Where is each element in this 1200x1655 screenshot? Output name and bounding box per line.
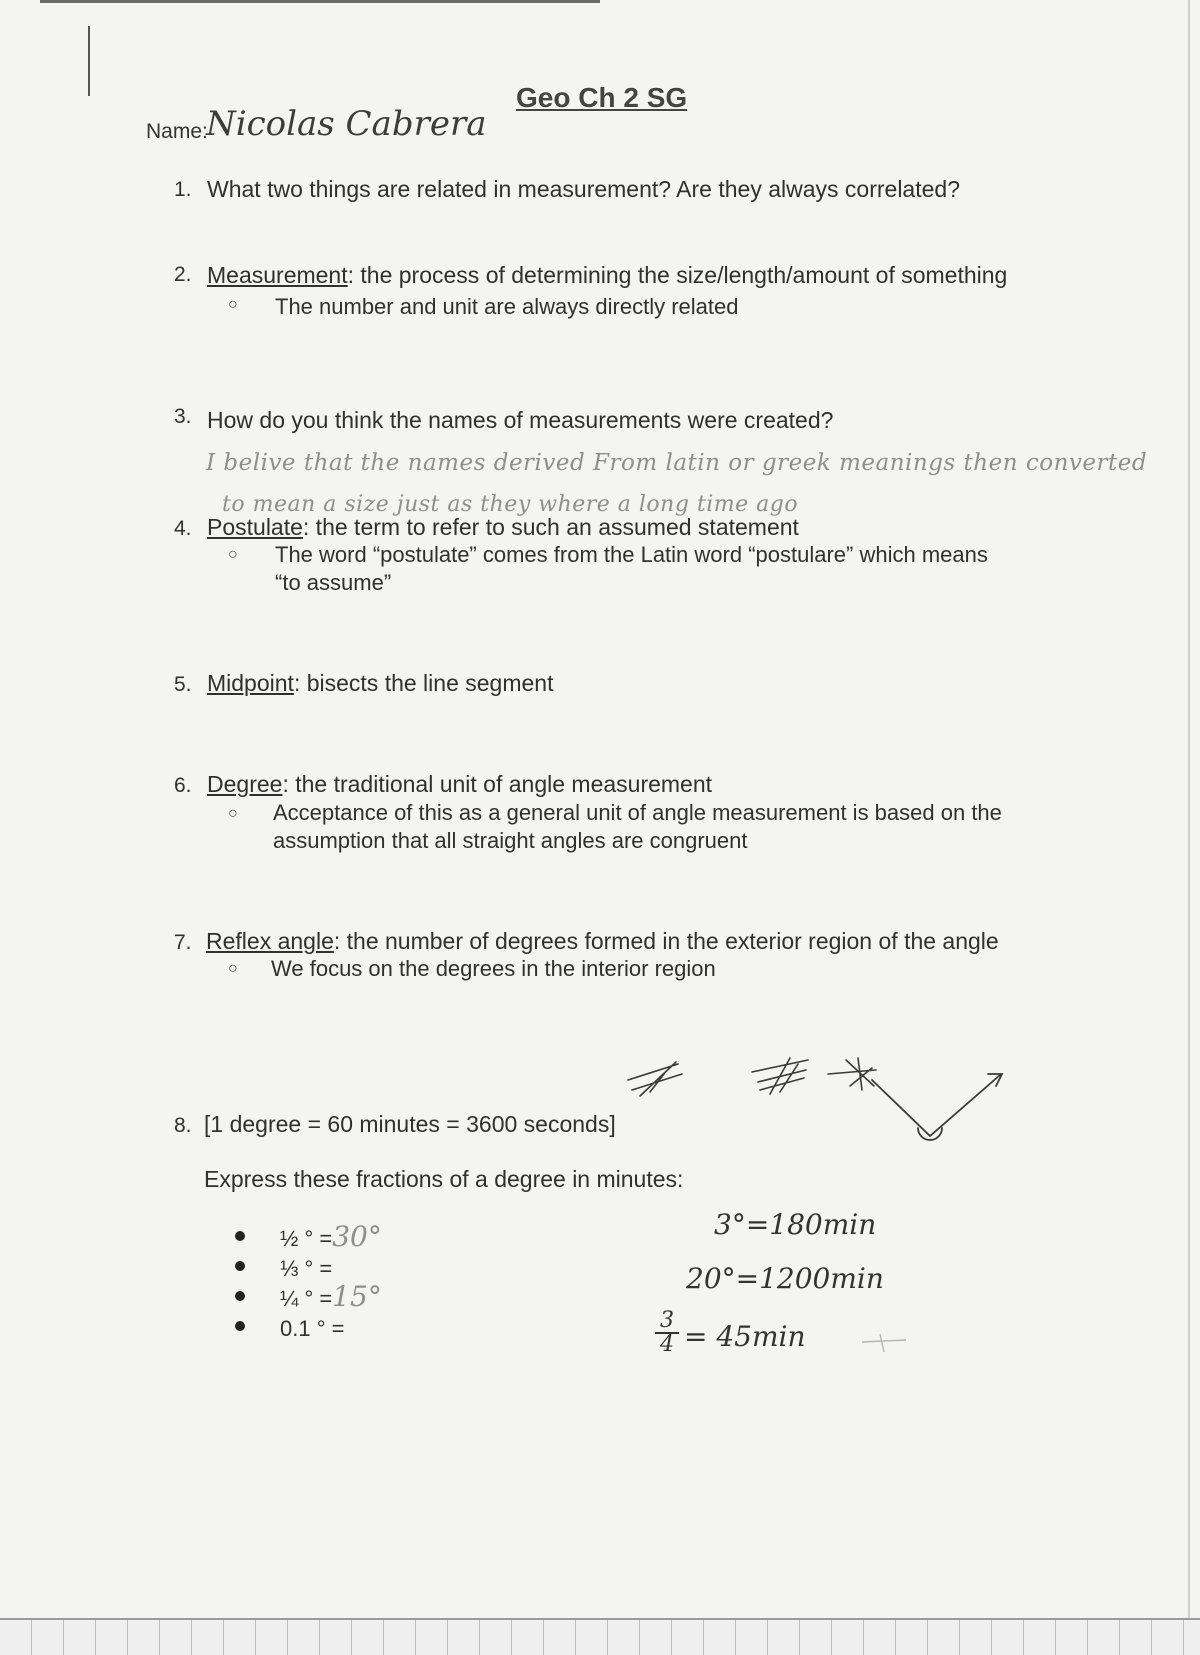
q2-term: Measurement bbox=[207, 262, 348, 288]
q6-sub-line-2: assumption that all straight angles are congruent bbox=[273, 828, 748, 853]
q4-number: 4. bbox=[174, 517, 192, 540]
q3-number: 3. bbox=[174, 405, 192, 428]
q2-definition: : the process of determining the size/length/amount of something bbox=[347, 262, 1008, 288]
q8-prompt: Express these fractions of a degree in minutes: bbox=[204, 1166, 684, 1192]
q2-number: 2. bbox=[174, 263, 192, 286]
q4-term: Postulate bbox=[207, 514, 303, 540]
q2-sub-text: The number and unit are always directly related bbox=[275, 294, 739, 319]
q8-number: 8. bbox=[174, 1114, 192, 1137]
fraction-denominator: 4 bbox=[660, 1332, 674, 1357]
q8-work-line-2: 20°=1200min bbox=[686, 1262, 884, 1295]
q6-sub-line-1: Acceptance of this as a general unit of angle measurement is based on the bbox=[273, 800, 1002, 825]
q8-item-3-label: ¼ ° = bbox=[280, 1286, 333, 1311]
q1-text: What two things are related in measurement? Are they always correlated? bbox=[207, 176, 960, 202]
q4-sub-line-2: “to assume” bbox=[275, 570, 392, 595]
page-bottom-grid-edge bbox=[0, 1618, 1200, 1655]
q8-work-line-3: = 45min bbox=[684, 1320, 806, 1353]
q8-item-2-label: ⅓ ° = bbox=[280, 1256, 333, 1281]
q8-item-3-answer: 15° bbox=[332, 1280, 382, 1313]
name-label: Name: bbox=[146, 120, 208, 143]
faint-mark-path bbox=[862, 1334, 906, 1352]
q6-term: Degree bbox=[207, 771, 283, 797]
q5-term: Midpoint bbox=[207, 670, 294, 696]
q7-term: Reflex angle bbox=[206, 928, 334, 954]
q8-item-1-answer: 30° bbox=[332, 1220, 382, 1253]
q8-item-4-label: 0.1 ° = bbox=[280, 1316, 345, 1341]
q5-number: 5. bbox=[174, 673, 192, 696]
q4-sub-bullet: ○ bbox=[228, 546, 238, 563]
q3-answer-line-1: I belive that the names derived From latin or greek meanings then converted bbox=[206, 450, 1148, 476]
student-name-handwritten: Nicolas Cabrera bbox=[206, 104, 487, 144]
q8-work-line-1: 3°=180min bbox=[714, 1208, 877, 1241]
q7-sub-text: We focus on the degrees in the interior region bbox=[271, 956, 716, 981]
q7-number: 7. bbox=[174, 931, 192, 954]
q2-sub-bullet: ○ bbox=[228, 296, 238, 313]
q6-definition: : the traditional unit of angle measurement bbox=[282, 771, 713, 797]
q1-number: 1. bbox=[174, 178, 192, 201]
q3-answer-line-2: to mean a size just as they where a long time ago bbox=[222, 492, 799, 517]
q4-definition: : the term to refer to such an assumed statement bbox=[302, 514, 799, 540]
q4-sub-line-1: The word “postulate” comes from the Latin word “postulare” which means bbox=[275, 542, 988, 567]
q8-conversion-fact: [1 degree = 60 minutes = 3600 seconds] bbox=[204, 1111, 616, 1137]
q6-number: 6. bbox=[174, 774, 192, 797]
fraction-numerator: 3 bbox=[660, 1308, 674, 1333]
q8-item-1-label: ½ ° = bbox=[280, 1226, 333, 1251]
page-title: Geo Ch 2 SG bbox=[516, 82, 688, 113]
q5-definition: : bisects the line segment bbox=[293, 670, 554, 696]
q6-sub-bullet: ○ bbox=[228, 805, 238, 822]
q7-definition: : the number of degrees formed in the exterior region of the angle bbox=[333, 928, 999, 954]
q7-sub-bullet: ○ bbox=[228, 960, 238, 977]
q3-text: How do you think the names of measurements were created? bbox=[207, 407, 834, 433]
